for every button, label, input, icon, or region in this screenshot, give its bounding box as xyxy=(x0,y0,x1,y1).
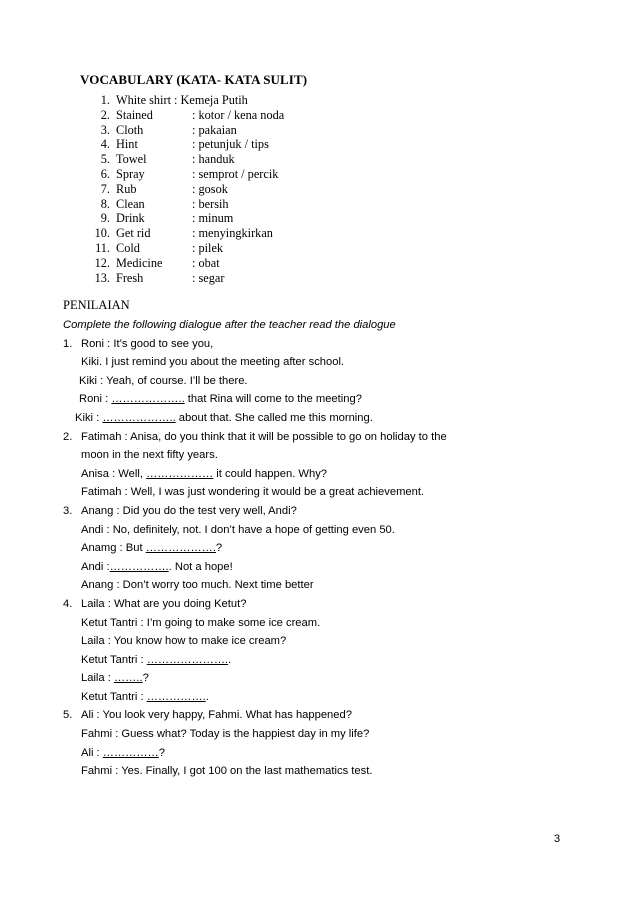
vocabulary-term: Cold xyxy=(116,240,140,255)
assessment-section xyxy=(63,297,583,781)
dialogue-text: ? xyxy=(142,672,149,685)
dialogue-text: Fatimah : Anisa, do you think that it will be possible to go on holiday to the xyxy=(81,430,447,443)
vocabulary-term: Drink xyxy=(116,211,145,226)
answer-blank[interactable]: ……………….. xyxy=(111,393,185,406)
dialogue-line xyxy=(63,335,583,354)
vocabulary-definition: : menyingkirkan xyxy=(192,226,273,241)
dialogue-text: about that. She called me this morning. xyxy=(175,411,373,424)
vocabulary-term: Fresh xyxy=(116,270,144,285)
vocabulary-term: Towel xyxy=(116,152,147,167)
dialogue-line xyxy=(63,614,583,633)
dialogue-line xyxy=(63,725,583,744)
dialogue-line xyxy=(63,446,583,465)
dialogue-text: Ketut Tantri : xyxy=(81,653,147,666)
dialogue-line xyxy=(63,576,583,595)
dialogue-text: ? xyxy=(215,542,223,555)
question-number: 1. xyxy=(63,337,73,350)
vocabulary-number: 11. xyxy=(95,240,110,255)
dialogue-line xyxy=(63,353,583,372)
dialogue-text: Ketut Tantri : xyxy=(81,690,147,703)
vocabulary-number: 5. xyxy=(100,152,110,167)
dialogue-text: moon in the next fifty years. xyxy=(81,449,218,462)
dialogue-line xyxy=(63,521,583,540)
dialogue-text: Fahmi : Yes. Finally, I got 100 on the last mathematics test. xyxy=(81,765,373,778)
dialogue-text: Fatimah : Well, I was just wondering it would be a great achievement. xyxy=(81,486,425,499)
dialogue-line xyxy=(63,428,583,447)
dialogue-text: ? xyxy=(158,746,165,759)
dialogue-line xyxy=(63,632,583,651)
vocabulary-definition: : obat xyxy=(192,255,220,270)
dialogue-line xyxy=(63,539,583,558)
answer-blank[interactable]: …………… xyxy=(102,746,159,759)
assessment-heading: PENILAIAN xyxy=(63,298,130,312)
page-number: 3 xyxy=(554,833,561,845)
dialogue-text: Andi : xyxy=(81,560,110,573)
dialogue-line xyxy=(63,651,583,670)
dialogue-text: Anang : Don’t worry too much. Next time better xyxy=(81,579,314,592)
dialogue-line xyxy=(63,706,583,725)
dialogue-text: Anisa : Well, xyxy=(81,467,147,480)
dialogue-text: Kiki : Yeah, of course. I’ll be there. xyxy=(79,374,248,387)
dialogue-line xyxy=(63,390,583,409)
vocabulary-title: VOCABULARY (KATA- KATA SULIT) xyxy=(80,72,308,87)
vocabulary-term: Medicine xyxy=(116,255,163,270)
dialogue-text: . xyxy=(228,653,232,666)
dialogue-line xyxy=(63,372,583,391)
dialogue-line xyxy=(63,502,583,521)
answer-blank[interactable]: ……………. xyxy=(109,560,169,573)
vocabulary-number: 6. xyxy=(100,166,110,181)
vocabulary-number: 13. xyxy=(94,270,110,285)
dialogue-line xyxy=(63,669,583,688)
dialogue-text: it could happen. Why? xyxy=(213,467,328,480)
dialogue-text: Anang : Did you do the test very well, Andi? xyxy=(81,504,297,517)
dialogue-line xyxy=(63,688,583,707)
question-number: 4. xyxy=(63,597,73,610)
vocabulary-number: 10. xyxy=(94,226,110,241)
vocabulary-number: 1. xyxy=(100,93,110,107)
vocabulary-term: Clean xyxy=(116,196,145,211)
vocabulary-definition: : petunjuk / tips xyxy=(192,137,269,152)
vocabulary-number: 4. xyxy=(100,137,110,152)
vocabulary-definition: : semprot / percik xyxy=(192,166,279,181)
vocabulary-definition: : pakaian xyxy=(192,122,237,137)
dialogue-text: Ali : xyxy=(81,746,103,759)
vocabulary-definition: : gosok xyxy=(192,181,228,196)
dialogue-text: . xyxy=(205,690,209,703)
assessment-instruction: Complete the following dialogue after the teacher read the dialogue xyxy=(63,319,396,331)
dialogue-line xyxy=(63,558,583,577)
vocabulary-term: Cloth xyxy=(116,122,144,137)
dialogue-text: Kiki : xyxy=(75,411,103,424)
dialogue-text: Ali : You look very happy, Fahmi. What has happened? xyxy=(81,709,352,722)
dialogue-text: Roni : It’s good to see you, xyxy=(81,337,214,350)
dialogue-text: Laila : You know how to make ice cream? xyxy=(81,635,287,648)
vocabulary-number: 12. xyxy=(94,255,110,270)
dialogue-line xyxy=(63,595,583,614)
answer-blank[interactable]: ……………… xyxy=(146,467,214,480)
vocabulary-number: 2. xyxy=(100,107,110,122)
dialogue-line xyxy=(63,744,583,763)
dialogue-text: Roni : xyxy=(79,393,112,406)
vocabulary-definition: : segar xyxy=(192,270,225,285)
vocabulary-definition: : minum xyxy=(192,211,234,226)
vocabulary-number: 9. xyxy=(100,211,110,226)
dialogue-text: Kiki. I just remind you about the meeting after school. xyxy=(81,356,345,369)
vocabulary-term: Get rid xyxy=(116,226,151,241)
vocabulary-term: White shirt : Kemeja Putih xyxy=(116,93,248,107)
question-number: 2. xyxy=(63,430,73,443)
dialogue-line xyxy=(63,762,583,781)
vocabulary-definition: : pilek xyxy=(192,240,224,255)
vocabulary-definition: : handuk xyxy=(192,152,235,167)
answer-blank[interactable]: …….. xyxy=(113,672,143,685)
dialogue-text: . Not a hope! xyxy=(168,560,233,573)
answer-blank[interactable]: ……………. xyxy=(146,690,206,703)
dialogue-text: Fahmi : Guess what? Today is the happiest day in my life? xyxy=(81,728,370,741)
vocabulary-number: 3. xyxy=(100,122,110,137)
question-number: 5. xyxy=(63,709,73,722)
question-number: 3. xyxy=(63,504,73,517)
dialogue-line xyxy=(63,409,583,428)
dialogue-text: Ketut Tantri : I’m going to make some ice cream. xyxy=(81,616,321,629)
answer-blank[interactable]: ……………….. xyxy=(102,411,176,424)
vocabulary-definition: : kotor / kena noda xyxy=(192,107,285,122)
answer-blank[interactable]: …………………. xyxy=(146,653,229,666)
dialogue-text: Anamg : But xyxy=(81,542,146,555)
answer-blank[interactable]: ………………. xyxy=(145,542,216,555)
vocabulary-term: Stained xyxy=(116,107,153,122)
vocabulary-term: Rub xyxy=(116,181,137,196)
dialogue-text: Laila : xyxy=(81,672,114,685)
vocabulary-number: 8. xyxy=(100,196,110,211)
dialogue-line xyxy=(63,465,583,484)
dialogue-line xyxy=(63,483,583,502)
dialogue-text: that Rina will come to the meeting? xyxy=(184,393,362,406)
dialogue-text: Laila : What are you doing Ketut? xyxy=(81,597,247,610)
vocabulary-definition: : bersih xyxy=(192,196,229,211)
vocabulary-number: 7. xyxy=(100,181,110,196)
vocabulary-term: Spray xyxy=(116,166,145,181)
dialogue-text: Andi : No, definitely, not. I don’t have a hope of getting even 50. xyxy=(81,523,395,536)
vocabulary-term: Hint xyxy=(116,137,138,152)
